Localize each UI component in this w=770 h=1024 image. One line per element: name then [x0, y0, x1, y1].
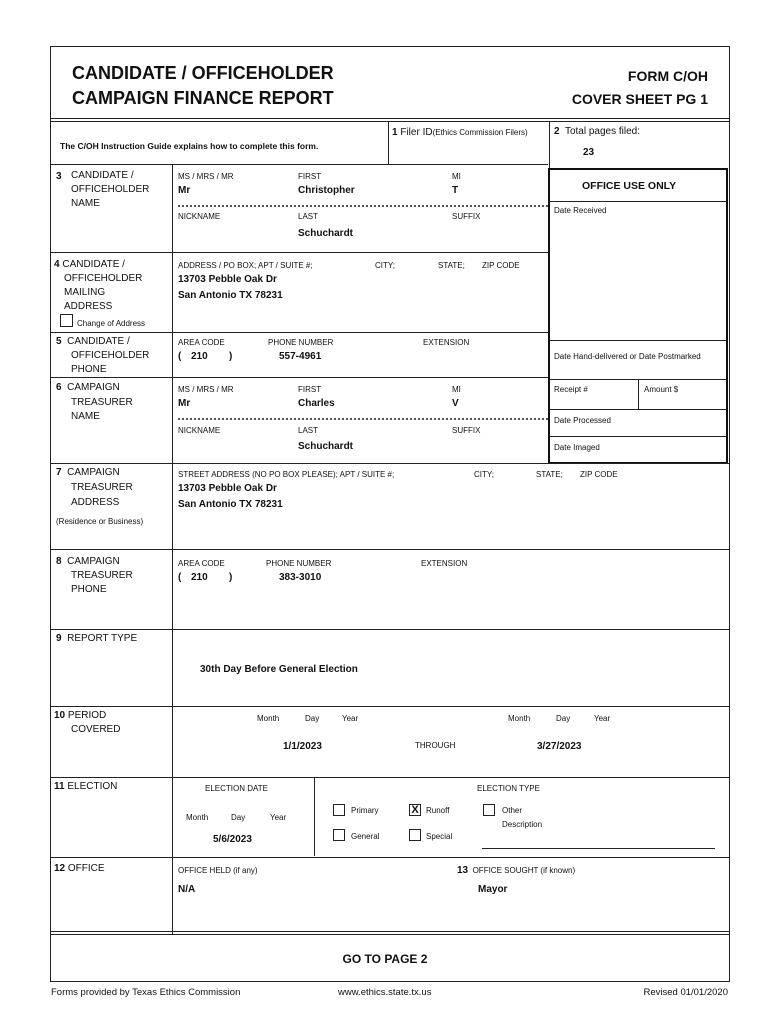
cand-area-open-paren: (: [178, 351, 182, 362]
cand-mi-header: MI: [452, 172, 461, 181]
cand-phone-value[interactable]: 557-4961: [279, 351, 322, 362]
section-7-label-4: (Residence or Business): [56, 517, 144, 526]
election-date-header: ELECTION DATE: [205, 784, 268, 793]
primary-label: Primary: [351, 806, 379, 815]
section-6-label-3: NAME: [71, 411, 100, 422]
runoff-checkbox[interactable]: X: [409, 804, 421, 816]
cand-extension-header: EXTENSION: [423, 338, 470, 347]
section-6-label-1: 6 CAMPAIGN: [56, 382, 120, 393]
section-5-label-2: OFFICEHOLDER: [71, 350, 150, 361]
treas-address-line2[interactable]: San Antonio TX 78231: [178, 499, 283, 510]
cand-last-header: LAST: [298, 212, 319, 221]
form-page-label: COVER SHEET PG 1: [571, 91, 708, 107]
section-4-label-3: MAILING: [64, 287, 106, 298]
period-to-value[interactable]: 3/27/2023: [537, 741, 582, 752]
cand-title-header: MS / MRS / MR: [178, 172, 234, 181]
election-day-header: Day: [231, 813, 246, 822]
section-7-label-2: TREASURER: [71, 482, 133, 493]
general-label: General: [351, 832, 380, 841]
section-4-label-4: ADDRESS: [64, 301, 113, 312]
section-8-label-1: 8 CAMPAIGN: [56, 556, 120, 567]
treas-area-open-paren: (: [178, 572, 182, 583]
section-7-label-3: ADDRESS: [71, 497, 120, 508]
period-through-label: THROUGH: [415, 741, 456, 750]
amount-label: Amount $: [644, 385, 679, 394]
cand-area-close-paren: ): [229, 351, 233, 362]
section-4-label-1: 4 CANDIDATE /: [54, 259, 125, 270]
office-held-header: OFFICE HELD (if any): [178, 866, 258, 875]
section-8-label-3: PHONE: [71, 584, 107, 595]
section-10-label-1: 10 PERIOD: [54, 710, 107, 721]
treas-title-value[interactable]: Mr: [178, 398, 191, 409]
election-date-value[interactable]: 5/6/2023: [213, 834, 252, 845]
office-use-title: OFFICE USE ONLY: [582, 180, 677, 192]
cand-address-line1[interactable]: 13703 Pebble Oak Dr: [178, 274, 277, 285]
section-8-label-2: TREASURER: [71, 570, 133, 581]
cand-first-header: FIRST: [298, 172, 322, 181]
treas-city-header: CITY;: [474, 470, 494, 479]
form-number: FORM C/OH: [627, 68, 708, 84]
treas-title-header: MS / MRS / MR: [178, 385, 234, 394]
cand-first-value[interactable]: Christopher: [298, 185, 355, 196]
form-title-line2: CAMPAIGN FINANCE REPORT: [72, 88, 334, 108]
date-hand-delivered-label: Date Hand-delivered or Date Postmarked: [554, 352, 701, 361]
cand-mi-value[interactable]: T: [452, 185, 459, 196]
treas-state-header: STATE;: [536, 470, 563, 479]
header-divider: [50, 118, 730, 119]
date-imaged-label: Date Imaged: [554, 443, 600, 452]
special-checkbox[interactable]: [409, 829, 421, 841]
cand-phone-header: PHONE NUMBER: [268, 338, 334, 347]
primary-checkbox[interactable]: [333, 804, 345, 816]
treas-area-code-header: AREA CODE: [178, 559, 225, 568]
section-9-label: 9 REPORT TYPE: [56, 633, 138, 644]
treas-extension-header: EXTENSION: [421, 559, 468, 568]
period-to-month-header: Month: [508, 714, 531, 723]
cand-nickname-header: NICKNAME: [178, 212, 221, 221]
cand-zip-header: ZIP CODE: [482, 261, 520, 270]
section-3-label-1: CANDIDATE /: [71, 170, 134, 181]
period-from-year-header: Year: [342, 714, 359, 723]
section-7-label-1: 7 CAMPAIGN: [56, 467, 120, 478]
cand-area-code-value[interactable]: 210: [191, 351, 208, 362]
treas-address-line1[interactable]: 13703 Pebble Oak Dr: [178, 483, 277, 494]
election-year-header: Year: [270, 813, 287, 822]
section-3-number: 3: [56, 171, 62, 182]
treas-nickname-header: NICKNAME: [178, 426, 221, 435]
other-description-line[interactable]: [482, 848, 715, 849]
section-5-label-1: 5 CANDIDATE /: [56, 336, 130, 347]
election-month-header: Month: [186, 813, 209, 822]
form-title-line1: CANDIDATE / OFFICEHOLDER: [72, 63, 334, 83]
date-processed-label: Date Processed: [554, 416, 611, 425]
treas-last-header: LAST: [298, 426, 319, 435]
treas-phone-value[interactable]: 383-3010: [279, 572, 322, 583]
footer-provider: Forms provided by Texas Ethics Commission: [51, 987, 241, 998]
header-divider-2: [50, 121, 730, 122]
filer-id-label: 1 Filer ID(Ethics Commission Filers): [392, 127, 528, 138]
section-12-label: 12 OFFICE: [54, 863, 105, 874]
cand-suffix-header: SUFFIX: [452, 212, 481, 221]
cand-state-header: STATE;: [438, 261, 465, 270]
report-type-value[interactable]: 30th Day Before General Election: [200, 664, 358, 675]
period-from-day-header: Day: [305, 714, 320, 723]
other-description-label: Description: [502, 820, 543, 829]
runoff-label: Runoff: [426, 806, 450, 815]
office-sought-header: 13 OFFICE SOUGHT (if known): [457, 865, 576, 876]
change-of-address-label: Change of Address: [77, 319, 146, 328]
section-3-label-2: OFFICEHOLDER: [71, 184, 150, 195]
treas-mi-value[interactable]: V: [452, 398, 459, 409]
period-from-value[interactable]: 1/1/2023: [283, 741, 322, 752]
treas-address-header: STREET ADDRESS (NO PO BOX PLEASE); APT / SUITE #;: [178, 470, 395, 479]
period-from-month-header: Month: [257, 714, 280, 723]
section-11-label: 11 ELECTION: [54, 781, 118, 792]
receipt-label: Receipt #: [554, 385, 588, 394]
general-checkbox[interactable]: [333, 829, 345, 841]
special-label: Special: [426, 832, 453, 841]
cand-address-line2[interactable]: San Antonio TX 78231: [178, 290, 283, 301]
election-type-header: ELECTION TYPE: [477, 784, 540, 793]
cand-city-header: CITY;: [375, 261, 395, 270]
instruction-note: The C/OH Instruction Guide explains how to complete this form.: [60, 141, 319, 151]
total-pages-value[interactable]: 23: [583, 147, 595, 158]
period-to-day-header: Day: [556, 714, 571, 723]
other-label: Other: [502, 806, 523, 815]
section-4-label-2: OFFICEHOLDER: [64, 273, 143, 284]
footer-website[interactable]: www.ethics.state.tx.us: [338, 987, 432, 998]
treas-area-code-value[interactable]: 210: [191, 572, 208, 583]
treas-mi-header: MI: [452, 385, 461, 394]
treas-first-header: FIRST: [298, 385, 322, 394]
office-sought-value[interactable]: Mayor: [478, 884, 508, 895]
go-to-page-2: GO TO PAGE 2: [342, 952, 428, 966]
footer-revised: Revised 01/01/2020: [643, 987, 728, 998]
treas-zip-header: ZIP CODE: [580, 470, 618, 479]
treas-last-value[interactable]: Schuchardt: [298, 441, 354, 452]
other-checkbox[interactable]: [483, 804, 495, 816]
cand-title-value[interactable]: Mr: [178, 185, 191, 196]
section-6-label-2: TREASURER: [71, 397, 133, 408]
cand-last-value[interactable]: Schuchardt: [298, 228, 354, 239]
total-pages-label: 2 Total pages filed:: [554, 126, 641, 137]
change-of-address-checkbox[interactable]: [60, 314, 73, 327]
treas-phone-header: PHONE NUMBER: [266, 559, 332, 568]
section-5-label-3: PHONE: [71, 364, 107, 375]
date-received-label: Date Received: [554, 206, 607, 215]
section-10-label-2: COVERED: [71, 724, 121, 735]
section-3-label-3: NAME: [71, 198, 100, 209]
period-to-year-header: Year: [594, 714, 611, 723]
treas-first-value[interactable]: Charles: [298, 398, 335, 409]
office-held-value[interactable]: N/A: [178, 884, 196, 895]
treas-area-close-paren: ): [229, 572, 233, 583]
treas-suffix-header: SUFFIX: [452, 426, 481, 435]
cand-address-header: ADDRESS / PO BOX; APT / SUITE #;: [178, 261, 313, 270]
cand-area-code-header: AREA CODE: [178, 338, 225, 347]
